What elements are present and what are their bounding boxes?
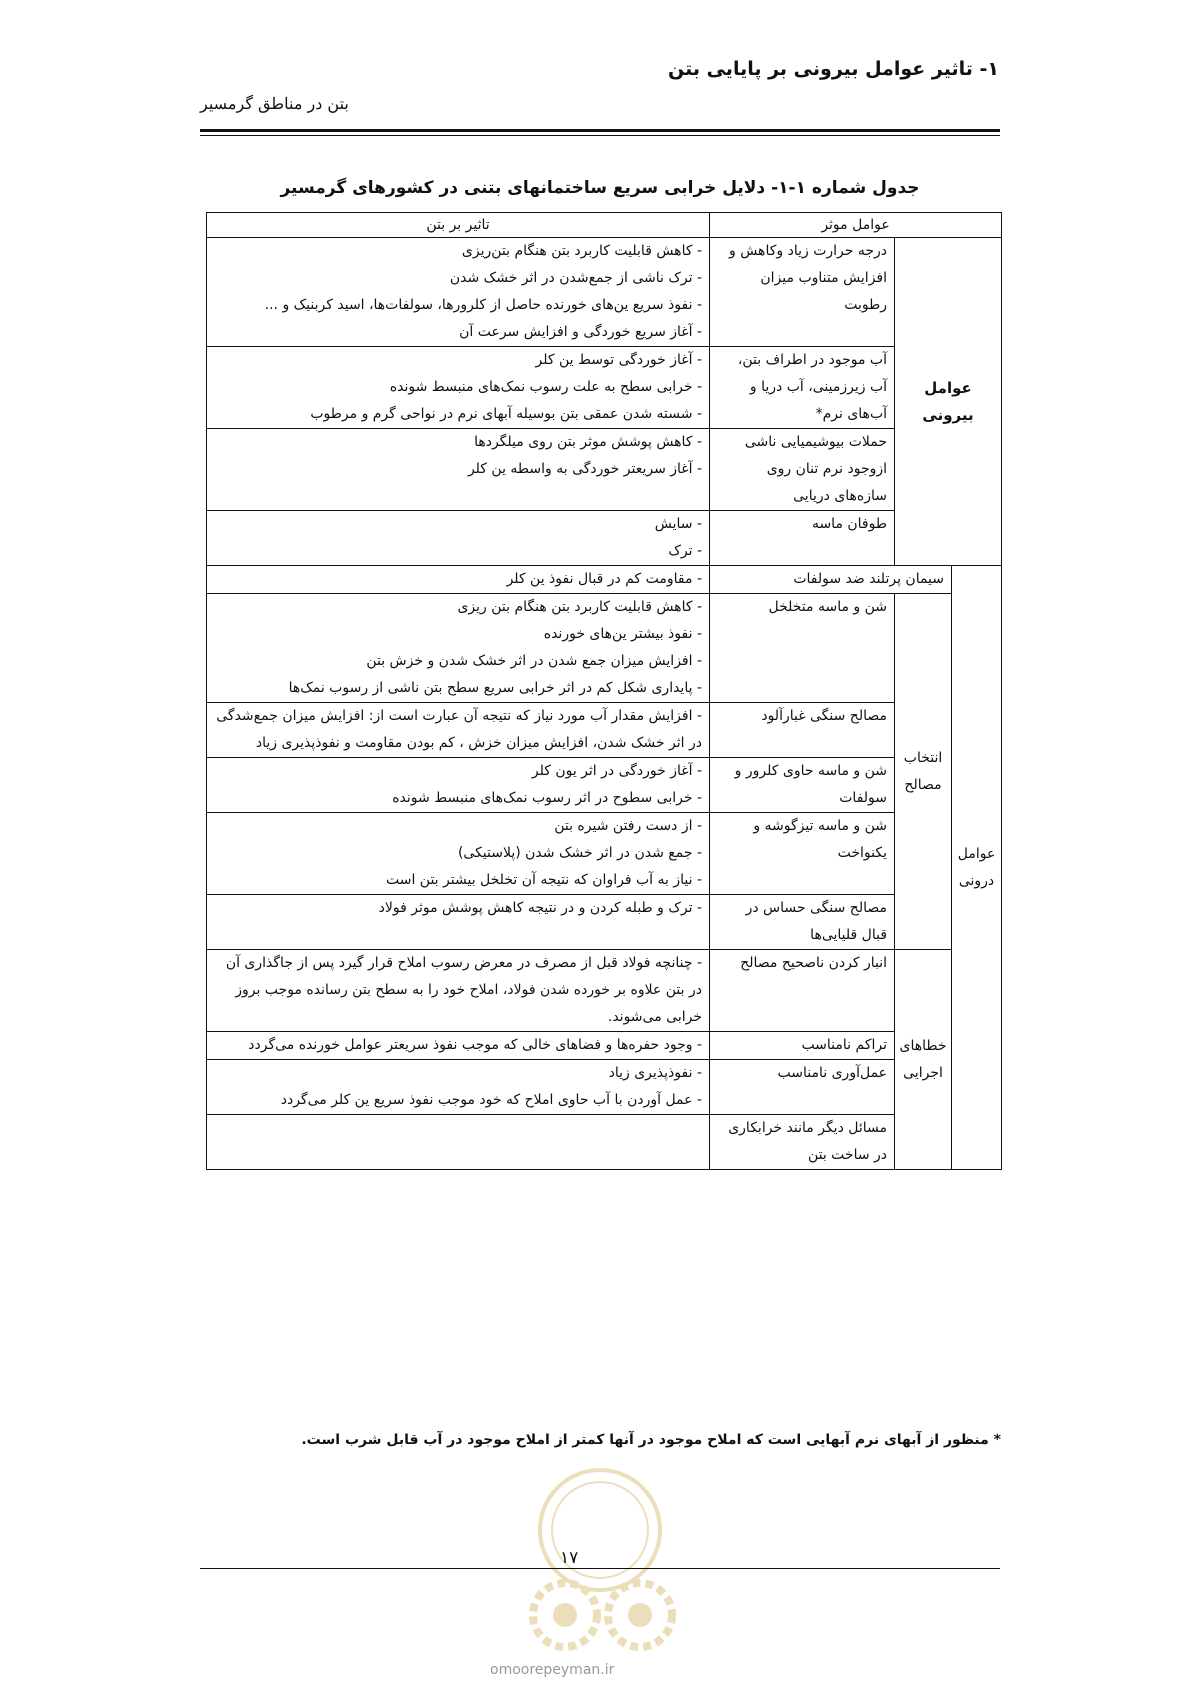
effect-line: - کاهش پوشش موثر بتن روی میلگردها	[474, 434, 702, 450]
effect-cell	[207, 758, 710, 813]
watermark-url: omoorepeyman.ir	[490, 1662, 615, 1678]
causes-table	[206, 212, 1002, 1170]
factor-cell: عمل‌آوری نامناسب	[710, 1060, 895, 1115]
effect-line: - افزایش مقدار آب مورد نیاز که نتیجه آن عبارت است از: افزایش میزان جمع‌شدگی در اثر خشک شدن، افزایش میزان خزش ، کم بودن مقاومت و نفوذپذیری زیاد	[216, 708, 702, 751]
table-row	[207, 758, 1002, 813]
table-caption: جدول شماره ۱-۱- دلایل خرابی سریع ساختمانهای بتنی در کشورهای گرمسیر	[280, 178, 920, 198]
chapter-title: ۱- تاثیر عوامل بیرونی بر پایایی بتن	[667, 58, 999, 80]
effect-cell	[207, 703, 710, 758]
table-row	[207, 429, 1002, 511]
publisher-seal-watermark	[490, 1460, 710, 1660]
effect-cell	[207, 813, 710, 895]
effect-cell	[207, 511, 710, 566]
effect-cell	[207, 347, 710, 429]
factor-cell: طوفان ماسه	[710, 511, 895, 566]
effect-line: - آغاز سریعتر خوردگی به واسطه ین کلر	[467, 461, 702, 477]
running-head: بتن در مناطق گرمسیر	[200, 94, 349, 113]
effect-line: - از دست رفتن شیره بتن	[554, 818, 702, 834]
effect-cell	[207, 594, 710, 703]
effect-line: - کاهش قابلیت کاربرد بتن هنگام بتن‌ریزی	[461, 243, 702, 259]
factor-cell: مصالح سنگی حساس در قبال قلیایی‌ها	[710, 895, 895, 950]
effect-line: - آغاز خوردگی توسط ین کلر	[535, 352, 702, 368]
factor-cell: مصالح سنگی غبارآلود	[710, 703, 895, 758]
header-effect: تاثیر بر بتن	[207, 213, 710, 238]
effect-line: - مقاومت کم در قبال نفوذ ین کلر	[506, 571, 702, 587]
header-factors: عوامل موثر	[710, 213, 1002, 238]
effect-cell	[207, 429, 710, 511]
effect-line: - ترک	[668, 543, 702, 559]
table-row	[207, 1060, 1002, 1115]
effect-line: - آغاز سریع خوردگی و افزایش سرعت آن	[459, 324, 702, 340]
factor-cell: شن و ماسه متخلخل	[710, 594, 895, 703]
table-header-row	[207, 213, 1002, 238]
effect-line: - خرابی سطح به علت رسوب نمک‌های منبسط شونده	[389, 379, 702, 395]
footer-rule	[200, 1568, 1000, 1569]
effect-cell	[207, 950, 710, 1032]
table-row	[207, 703, 1002, 758]
factor-cell: آب موجود در اطراف بتن، آب زیرزمینی، آب دریا و آب‌های نرم*	[710, 347, 895, 429]
factor-cell: درجه حرارت زیاد وکاهش و افزایش متناوب میزان رطوبت	[710, 238, 895, 347]
effect-line: - جمع شدن در اثر خشک شدن (پلاستیکی)	[457, 845, 702, 861]
table-row	[207, 347, 1002, 429]
effect-line: - سایش	[654, 516, 702, 532]
effect-line: - شسته شدن عمقی بتن بوسیله آبهای نرم در نواحی گرم و مرطوب	[310, 406, 702, 422]
header-rule-thin	[200, 135, 1000, 136]
effect-cell	[207, 1032, 710, 1060]
table-row	[207, 1032, 1002, 1060]
page-number: ۱۷	[560, 1548, 579, 1568]
effect-cell	[207, 895, 710, 950]
effect-line: - ترک و طبله کردن و در نتیجه کاهش پوشش موثر فولاد	[378, 900, 702, 916]
subgroup-execution: خطاهای اجرایی	[895, 950, 952, 1170]
effect-line: - چنانچه فولاد قبل از مصرف در معرض رسوب املاح قرار گیرد پس از جاگذاری آن در بتن علاوه بر خورده شدن فولاد، املاح خود را به سطح بتن رسانده موجب بروز خرابی می‌شوند.	[225, 955, 702, 1025]
table-row	[207, 895, 1002, 950]
effect-line: - ترک ناشی از جمع‌شدن در اثر خشک شدن	[449, 270, 702, 286]
table-row	[207, 1115, 1002, 1170]
factor-cell: سیمان پرتلند ضد سولفات	[710, 566, 952, 594]
footnote: * منظور از آبهای نرم آبهایی است که املاح موجود در آنها کمتر از املاح موجود در آب قابل شرب است.	[301, 1432, 1001, 1448]
effect-line: - آغاز خوردگی در اثر یون کلر	[531, 763, 702, 779]
effect-cell	[207, 566, 710, 594]
table-row	[207, 950, 1002, 1032]
effect-line: - عمل آوردن با آب حاوی املاح که خود موجب نفوذ سریع ین کلر می‌گردد	[280, 1092, 702, 1108]
table-row	[207, 511, 1002, 566]
table-body	[207, 238, 1002, 1170]
factor-cell: مسائل دیگر مانند خرابکاری در ساخت بتن	[710, 1115, 895, 1170]
group-external: عوامل بیرونی	[895, 238, 1002, 566]
effect-line: - خرابی سطوح در اثر رسوب نمک‌های منبسط شونده	[392, 790, 702, 806]
group-internal: عوامل درونی	[952, 566, 1002, 1170]
effect-cell	[207, 1060, 710, 1115]
effect-line: - پایداری شکل کم در اثر خرابی سریع سطح بتن ناشی از رسوب نمک‌ها	[288, 680, 702, 696]
factor-cell: حملات بیوشیمیایی ناشی ازوجود نرم تنان روی سازه‌های دریایی	[710, 429, 895, 511]
effect-line: - نفوذپذیری زیاد	[608, 1065, 702, 1081]
effect-line: - نیاز به آب فراوان که نتیجه آن تخلخل بیشتر بتن است	[385, 872, 702, 888]
table-row	[207, 594, 1002, 703]
table-row	[207, 238, 1002, 347]
header-rule-thick	[200, 129, 1000, 132]
factor-cell: شن و ماسه تیزگوشه و یکنواخت	[710, 813, 895, 895]
effect-cell	[207, 1115, 710, 1170]
subgroup-materials: انتخاب مصالح	[895, 594, 952, 950]
factor-cell: تراکم نامناسب	[710, 1032, 895, 1060]
effect-line: - نفوذ بیشتر ین‌های خورنده	[543, 626, 702, 642]
table-row	[207, 813, 1002, 895]
effect-line: - وجود حفره‌ها و فضاهای خالی که موجب نفوذ سریعتر عوامل خورنده می‌گردد	[248, 1037, 702, 1053]
table-row	[207, 566, 1002, 594]
effect-cell	[207, 238, 710, 347]
factor-cell: شن و ماسه حاوی کلرور و سولفات	[710, 758, 895, 813]
effect-line: - نفوذ سریع ین‌های خورنده حاصل از کلرورها، سولفات‌ها، اسید کربنیک و ...	[264, 297, 702, 313]
factor-cell: انبار کردن ناصحیح مصالح	[710, 950, 895, 1032]
effect-line: - کاهش قابلیت کاربرد بتن هنگام بتن ریزی	[457, 599, 702, 615]
effect-line: - افزایش میزان جمع شدن در اثر خشک شدن و خزش بتن	[366, 653, 702, 669]
